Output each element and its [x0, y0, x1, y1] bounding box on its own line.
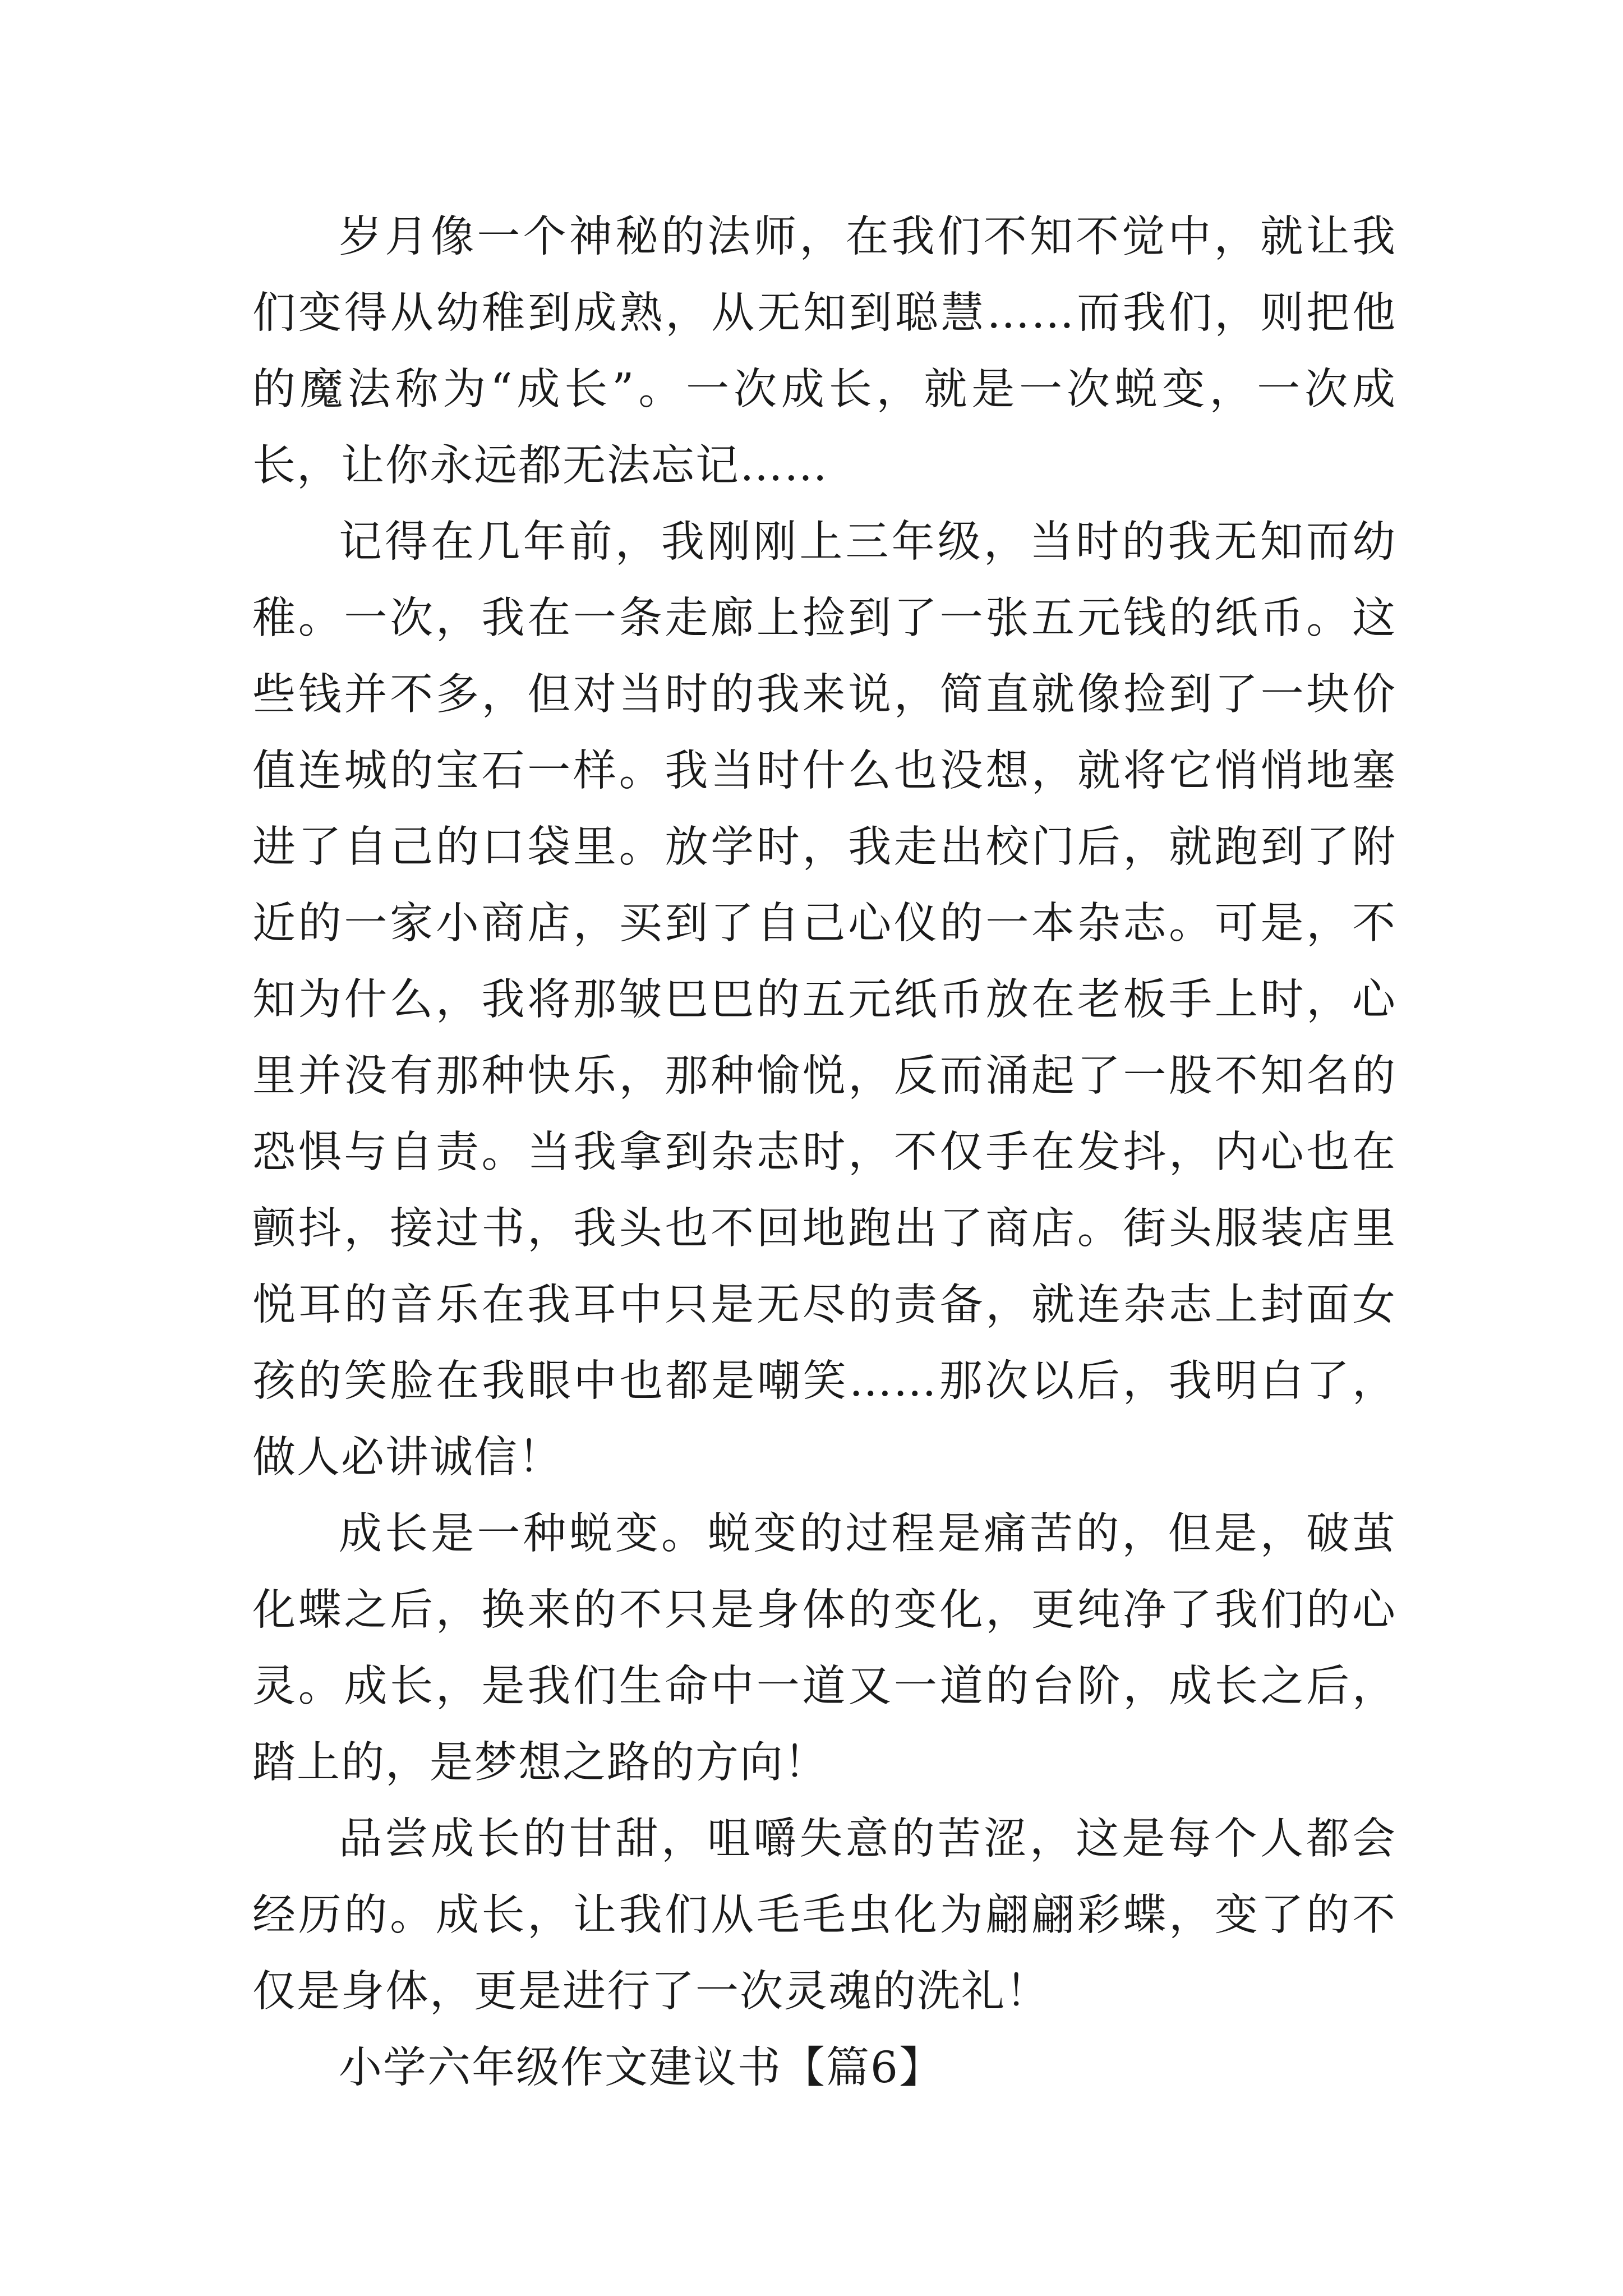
paragraph-conclusion: 品尝成长的甘甜，咀嚼失意的苦涩，这是每个人都会经历的。成长，让我们从毛毛虫化为翩翩彩蝶，变了的不仅是身体，更是进行了一次灵魂的洗礼！ [252, 1814, 1396, 2017]
document-body [252, 199, 1396, 2106]
paragraph-intro: 岁月像一个神秘的法师，在我们不知不觉中，就让我们变得从幼稚到成熟，从无知到聪慧……而我们，则把他的魔法称为“成长”。一次成长，就是一次蜕变，一次成长，让你永远都无法忘记…… [252, 212, 1396, 491]
paragraph-reflection: 成长是一种蜕变。蜕变的过程是痛苦的，但是，破茧化蝶之后，换来的不只是身体的变化，更纯净了我们的心灵。成长，是我们生命中一道又一道的台阶，成长之后，踏上的，是梦想之路的方向！ [252, 1509, 1396, 1788]
section-heading: 小学六年级作文建议书【篇6】 [339, 2043, 943, 2093]
paragraph-story: 记得在几年前，我刚刚上三年级，当时的我无知而幼稚。一次，我在一条走廊上捡到了一张五元钱的纸币。这些钱并不多，但对当时的我来说，简直就像捡到了一块价值连城的宝石一样。我当时什么也没想，就将它悄悄地塞进了自己的口袋里。放学时，我走出校门后，就跑到了附近的一家小商店，买到了自己心仪的一本杂志。可是，不知为什么，我将那皱巴巴的五元纸币放在老板手上时，心里并没有那种快乐，那种愉悦，反而涌起了一股不知名的恐惧与自责。当我拿到杂志时，不仅手在发抖，内心也在颤抖，接过书，我头也不回地跑出了商店。街头服装店里悦耳的音乐在我耳中只是无尽的责备，就连杂志上封面女孩的笑脸在我眼中也都是嘲笑……那次以后，我明白了，做人必讲诚信！ [252, 517, 1396, 1483]
